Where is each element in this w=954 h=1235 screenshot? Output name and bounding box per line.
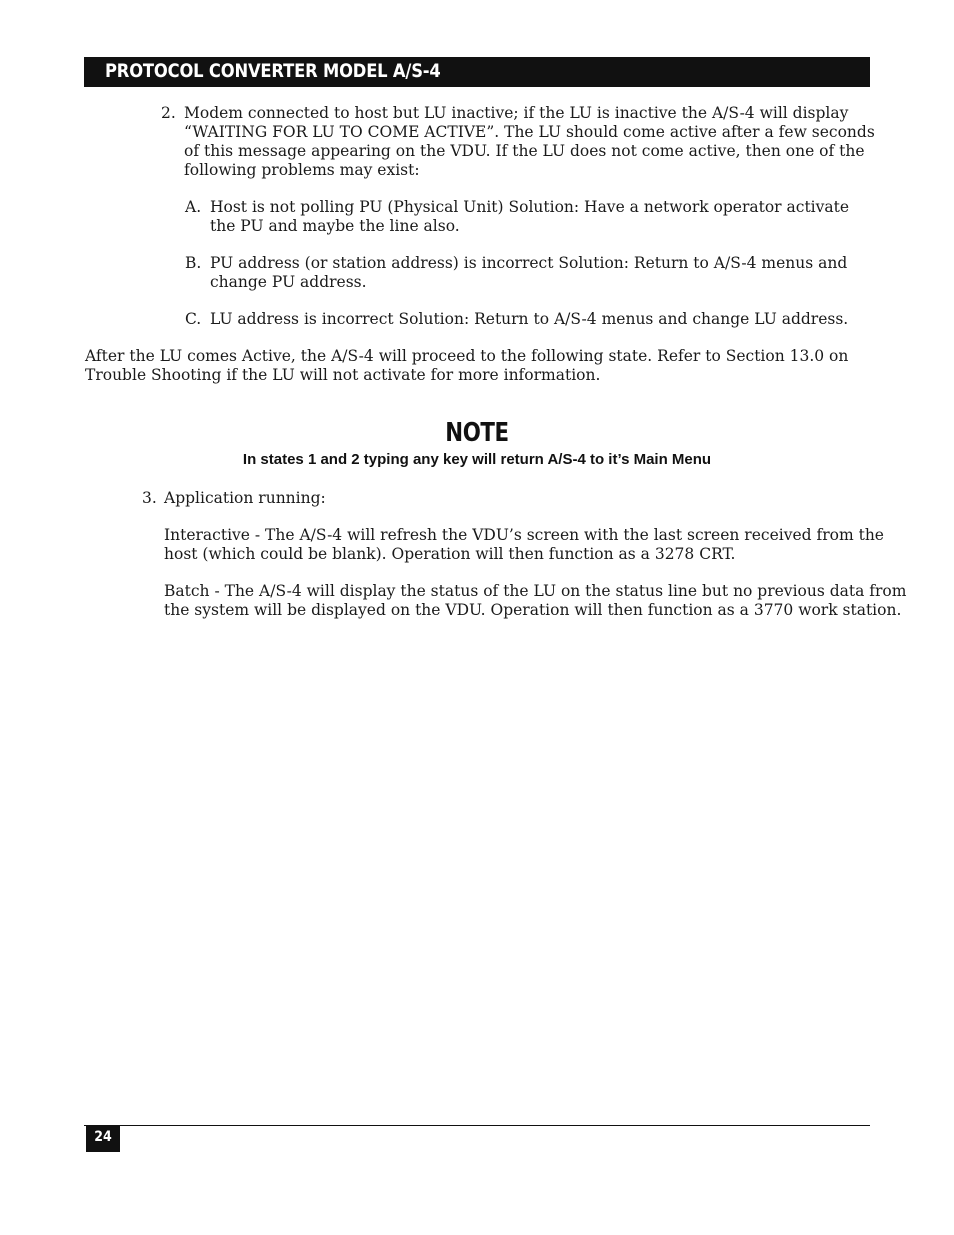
- list-item-2-text: [184, 104, 875, 180]
- page-number-box: [86, 1125, 120, 1152]
- text-line: Modem connected to host but LU inactive; if the LU is inactive the A/S-4 will display: [184, 104, 849, 122]
- list-item-3-text: Application running:: [164, 489, 326, 507]
- interactive-paragraph: [164, 526, 884, 564]
- text-line: following problems may exist:: [184, 161, 420, 179]
- list-marker: B.: [185, 254, 202, 272]
- list-marker: 2.: [161, 104, 176, 122]
- text-line: of this message appearing on the VDU. If the LU does not come active, then one of the: [184, 142, 865, 160]
- text-line: the system will be displayed on the VDU. Operation will then function as a 3770 work station.: [164, 601, 902, 619]
- text-line: “WAITING FOR LU TO COME ACTIVE”. The LU should come active after a few seconds: [184, 123, 875, 141]
- page-header-title: PROTOCOL CONVERTER MODEL A/S-4: [105, 60, 441, 82]
- text-line: LU address is incorrect Solution: Return to A/S-4 menus and change LU address.: [210, 310, 849, 328]
- text-line: Interactive - The A/S-4 will refresh the VDU’s screen with the last screen received from the: [164, 526, 884, 544]
- page-header-bar: [84, 57, 870, 87]
- text-line: Trouble Shooting if the LU will not activate for more information.: [85, 366, 601, 384]
- text-line: PU address (or station address) is incorrect Solution: Return to A/S-4 menus and: [210, 254, 848, 272]
- list-marker: C.: [185, 310, 202, 328]
- batch-paragraph: [164, 582, 906, 620]
- text-line: the PU and maybe the line also.: [210, 217, 460, 235]
- text-line: host (which could be blank). Operation will then function as a 3278 CRT.: [164, 545, 736, 563]
- list-marker: A.: [185, 198, 202, 216]
- note-text: In states 1 and 2 typing any key will return A/S-4 to it’s Main Menu: [242, 451, 712, 468]
- list-marker: 3.: [142, 489, 157, 507]
- footer-rule: [84, 1125, 870, 1126]
- sub-item-b-text: [210, 254, 847, 292]
- note-heading: NOTE: [445, 418, 509, 448]
- sub-item-c-text: [210, 310, 848, 329]
- text-line: change PU address.: [210, 273, 367, 291]
- page-number: 24: [94, 1129, 112, 1145]
- text-line: Batch - The A/S-4 will display the status of the LU on the status line but no previous data from: [164, 582, 907, 600]
- text-line: After the LU comes Active, the A/S-4 will proceed to the following state. Refer to Section 13.0 on: [85, 347, 849, 365]
- text-line: Host is not polling PU (Physical Unit) Solution: Have a network operator activate: [210, 198, 850, 216]
- sub-item-a-text: [210, 198, 849, 236]
- body-paragraph: [85, 347, 848, 385]
